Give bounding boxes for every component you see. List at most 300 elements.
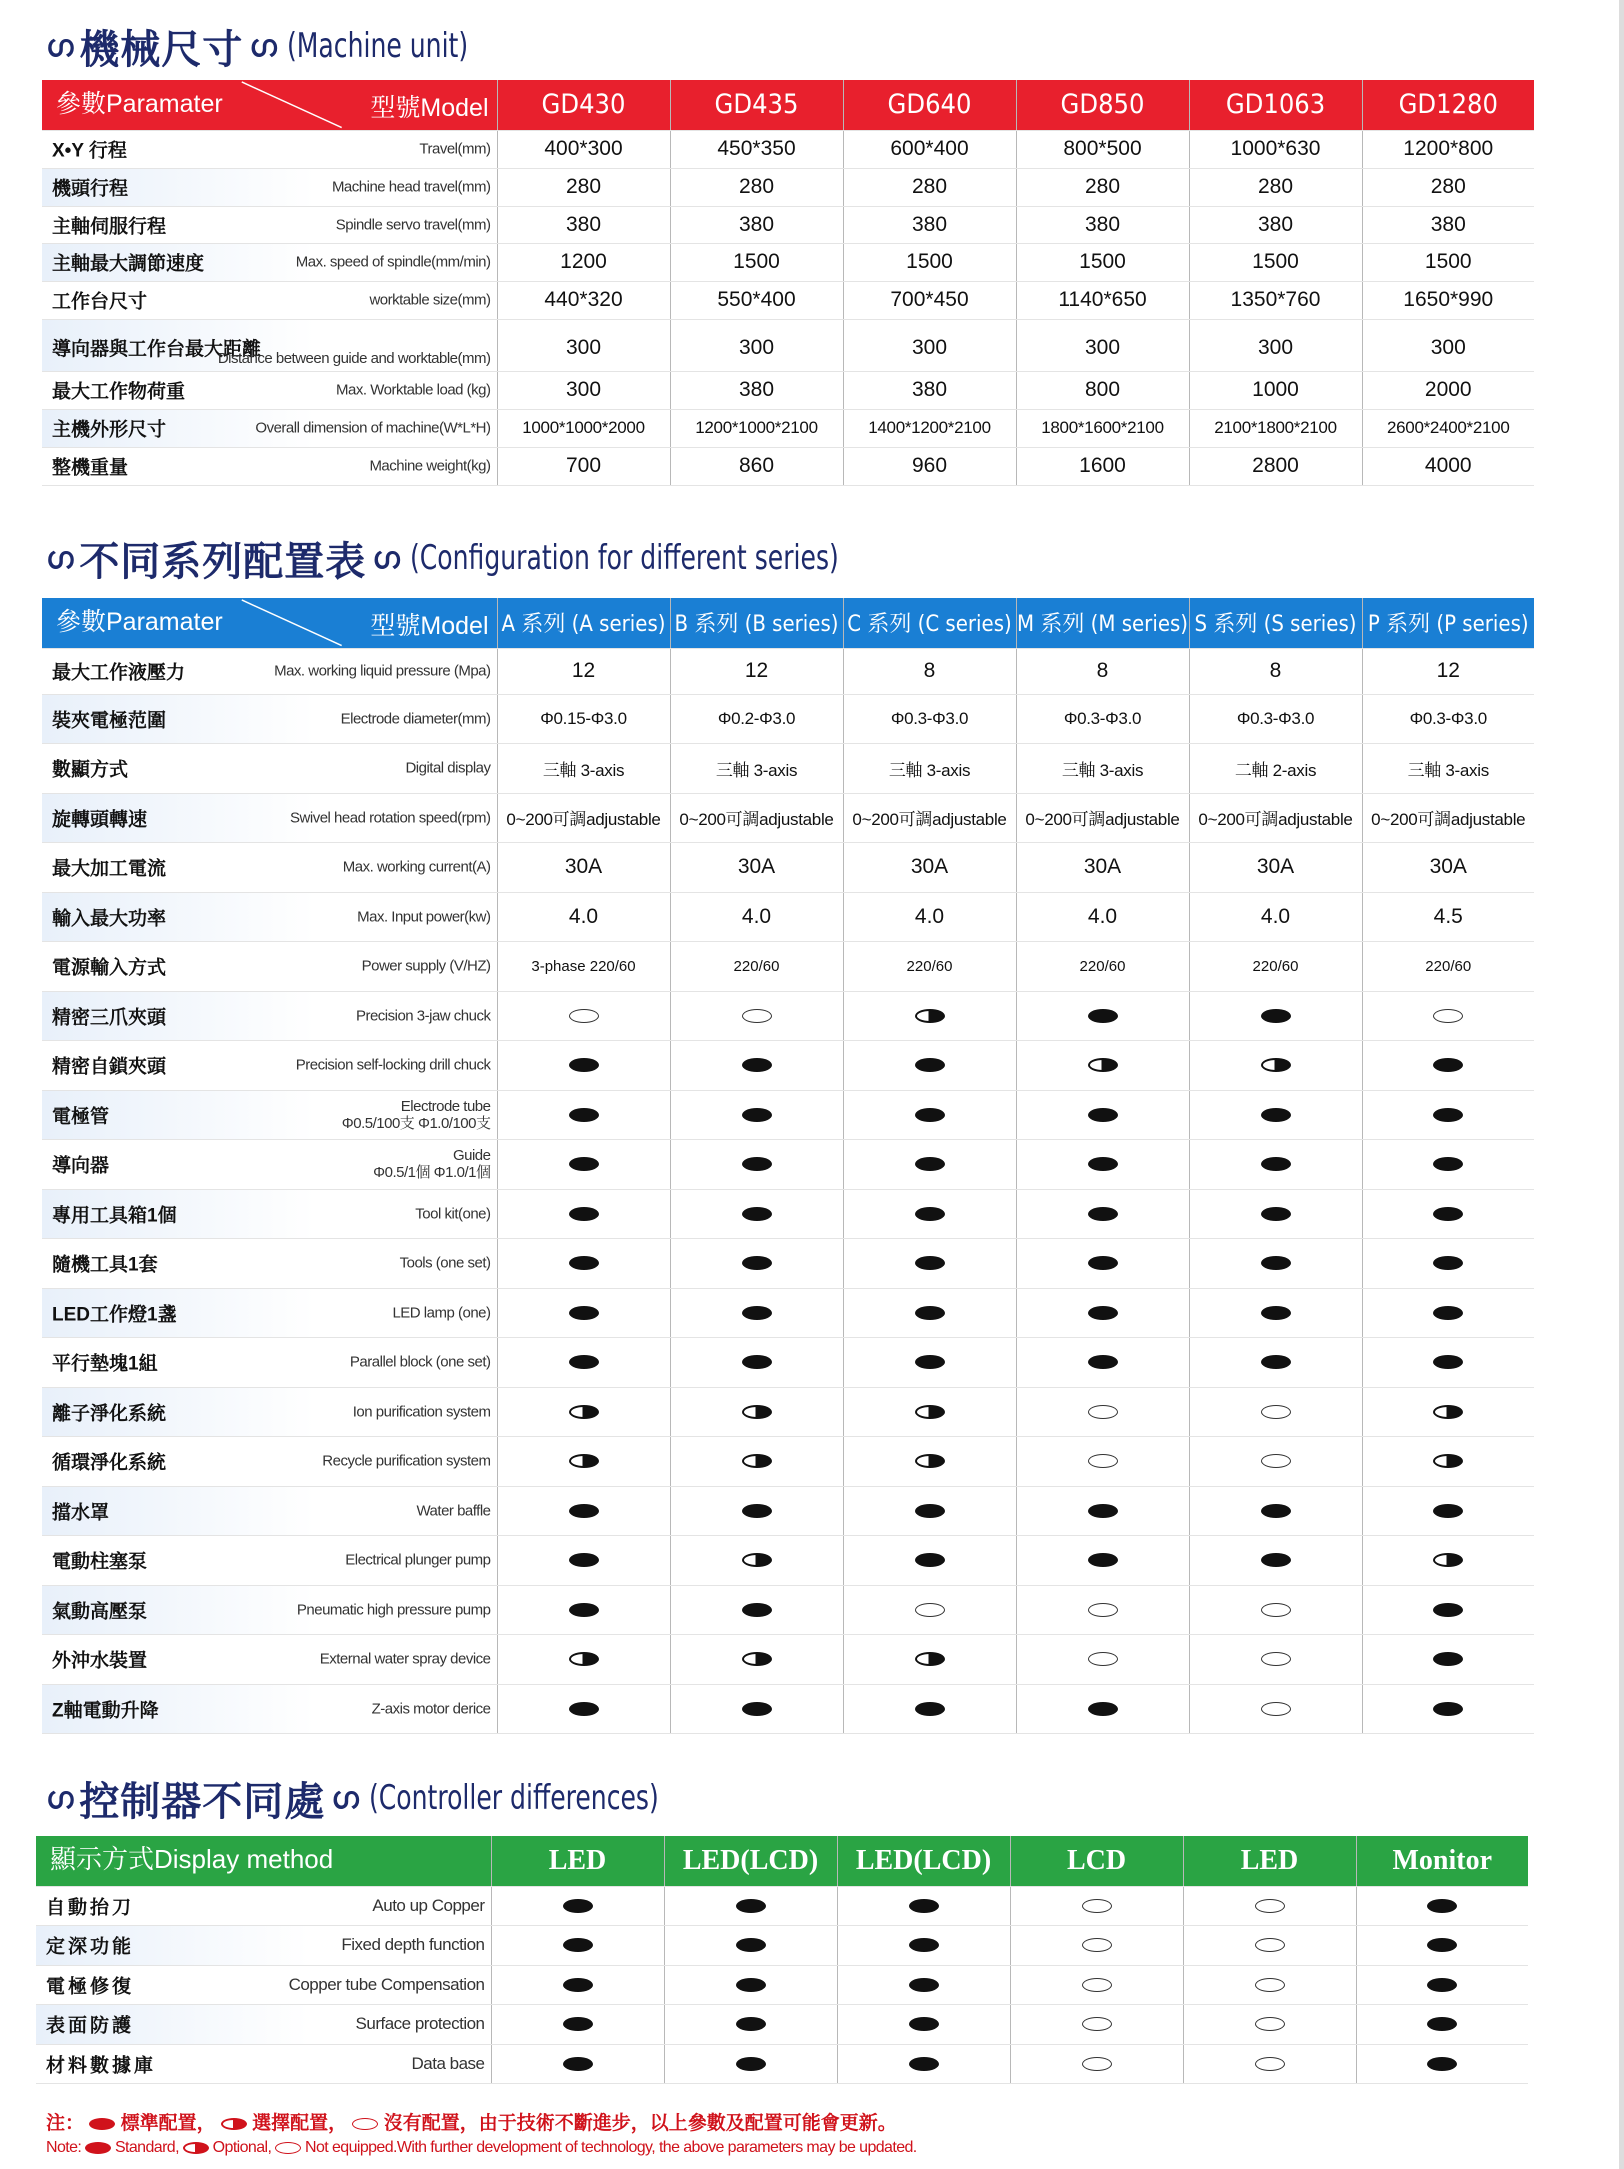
standard-dot-icon [1088,1207,1118,1221]
config-cell [497,1288,670,1338]
standard-dot-icon [915,1702,945,1716]
standard-dot-icon [563,1938,593,1952]
config-cell [1362,1387,1534,1437]
row-label-en [332,179,491,196]
value-cell: 860 [670,447,843,485]
config-cell [1356,2044,1528,2084]
config-cell [1362,1041,1534,1091]
standard-dot-icon [1088,1157,1118,1171]
row-label-en-text: Distance between guide and worktable(mm) [217,349,491,367]
header-param-model [42,598,497,648]
row-label [36,2044,491,2084]
config-cell [1189,1486,1362,1536]
section-title-zh: 不同系列配置表 [79,538,367,585]
row-label-en [322,1453,490,1470]
value-cell: Φ0.3-Φ3.0 [843,694,1016,744]
row-label-en-text: worktable size(mm) [369,291,491,309]
row-label-en-text: Max. working liquid pressure (Mpa) [274,662,491,680]
table-row [42,991,1534,1041]
row-label-en-text: Max. working current(A) [342,858,491,876]
section-title-en: (Machine unit) [286,26,468,66]
value-cell: 380 [843,371,1016,409]
row-label [42,371,497,409]
standard-dot-icon [569,1157,599,1171]
config-cell [670,1437,843,1487]
value-cell: 1400*1200*2100 [843,409,1016,447]
standard-dot-icon [742,1504,772,1518]
not-equipped-dot-icon [1088,1405,1118,1419]
config-cell [837,1926,1010,1966]
configuration-table [42,598,1534,1734]
row-label [42,942,497,992]
config-cell [843,1041,1016,1091]
row-label [42,744,497,794]
value-cell: 三軸 3-axis [670,744,843,794]
table-row [42,1585,1534,1635]
model-header: GD1063 [1189,80,1362,130]
value-cell: 30A [670,843,843,893]
row-label-en [416,1502,490,1519]
config-cell [843,1684,1016,1734]
table-row [42,447,1534,485]
standard-dot-icon [1433,1702,1463,1716]
config-cell [1189,1684,1362,1734]
config-cell [664,1965,837,2005]
row-label-zh: 材料數據庫 [46,2055,157,2077]
row-label-en [357,908,490,925]
value-cell: 0~200可調adjustable [1362,793,1534,843]
value-cell: 550*400 [670,281,843,319]
optional-dot-icon [742,1405,772,1419]
row-label-zh: 氣動高壓泵 [52,1601,148,1623]
value-cell: 1000 [1189,371,1362,409]
row-label-en-text: Digital display [405,759,491,777]
standard-dot-icon [1427,1978,1457,1992]
config-cell [1362,1585,1534,1635]
optional-dot-icon [1433,1553,1463,1567]
row-label-zh: 外沖水裝置 [52,1650,148,1672]
standard-dot-icon [1433,1504,1463,1518]
model-header: GD850 [1016,80,1189,130]
standard-dot-icon [909,1899,939,1913]
config-cell [491,1965,664,2005]
swirl-icon: ഗ [372,540,400,576]
config-cell [1010,1926,1183,1966]
config-cell [1189,1288,1362,1338]
standard-legend-icon [89,2118,115,2130]
value-cell: 1200 [497,243,670,281]
row-label-en-text: Recycle purification system [322,1452,491,1470]
standard-dot-icon [736,1899,766,1913]
row-label-en [336,382,490,399]
config-cell [1189,1140,1362,1190]
standard-dot-icon [915,1553,945,1567]
value-cell: 280 [1189,168,1362,206]
value-cell: 2800 [1189,447,1362,485]
value-cell: 380 [670,206,843,243]
value-cell: 30A [1016,843,1189,893]
note-prefix-en: Note: [46,2139,82,2156]
diagonal-line [242,600,342,646]
value-cell: 280 [843,168,1016,206]
optional-dot-icon [915,1652,945,1666]
config-cell [670,1536,843,1586]
row-label-en [289,1975,485,1995]
table-row [42,243,1534,281]
standard-legend-icon [85,2142,111,2154]
value-cell: 1500 [1189,243,1362,281]
row-label-en [372,1896,484,1916]
table-row [42,1288,1534,1338]
row-label-en [369,292,490,309]
config-cell [670,1635,843,1685]
row-label-zh: 機頭行程 [52,178,129,200]
value-cell: 1500 [1362,243,1534,281]
row-label [42,447,497,485]
standard-dot-icon [742,1306,772,1320]
value-cell: 0~200可調adjustable [497,793,670,843]
config-cell [670,991,843,1041]
config-cell [1016,1635,1189,1685]
config-cell [1189,1189,1362,1239]
display-header: LED(LCD) [664,1836,837,1886]
standard-dot-icon [1433,1207,1463,1221]
row-label-zh: 電極管 [52,1106,110,1128]
value-cell: 3-phase 220/60 [497,942,670,992]
row-label-en-text: Water baffle [416,1502,491,1520]
table-row [42,1684,1534,1734]
config-cell [497,1387,670,1437]
config-cell [1362,1288,1534,1338]
config-cell [670,1189,843,1239]
config-cell [1183,1926,1356,1966]
config-cell [497,1090,670,1140]
value-cell: 380 [497,206,670,243]
config-cell [497,991,670,1041]
value-cell: 220/60 [670,942,843,992]
config-cell [670,1387,843,1437]
config-cell [497,1486,670,1536]
config-cell [843,1288,1016,1338]
standard-dot-icon [915,1058,945,1072]
row-label-en [362,958,491,975]
config-cell [1362,1140,1534,1190]
row-label-en [320,1651,491,1668]
value-cell: 1200*800 [1362,130,1534,168]
row-label-zh: 表面防護 [46,2015,135,2037]
standard-dot-icon [1261,1009,1291,1023]
table-row [42,942,1534,992]
standard-dot-icon [909,2057,939,2071]
row-label-en [296,1057,491,1074]
row-label [42,991,497,1041]
config-cell [491,1926,664,1966]
row-label [42,1684,497,1734]
value-cell: 30A [843,843,1016,893]
config-cell [1010,2005,1183,2045]
standard-dot-icon [742,1603,772,1617]
not-equipped-dot-icon [1261,1405,1291,1419]
row-label [42,319,497,371]
row-label-zh: Z軸電動升降 [52,1700,159,1722]
row-label-zh: 自動抬刀 [46,1897,135,1919]
value-cell: 700*450 [843,281,1016,319]
table-row [36,1886,1528,1926]
value-cell: 1000*1000*2000 [497,409,670,447]
config-cell [843,1536,1016,1586]
model-header: GD640 [843,80,1016,130]
config-cell [843,1338,1016,1388]
row-label-zh: 導向器 [52,1155,110,1177]
standard-dot-icon [1433,1058,1463,1072]
row-label-en-text: Power supply (V/HZ) [361,957,491,975]
value-cell: 300 [1189,319,1362,371]
config-cell [843,1189,1016,1239]
row-label [36,1886,491,1926]
config-cell [843,1239,1016,1289]
value-cell: 700 [497,447,670,485]
value-cell: 960 [843,447,1016,485]
not-equipped-dot-icon [1082,2017,1112,2031]
optional-dot-icon [569,1454,599,1468]
row-label-en-text: Fixed depth function [341,1935,485,1955]
value-cell: 三軸 3-axis [843,744,1016,794]
row-label-zh: 主軸最大調節速度 [52,253,205,275]
header-param-model [36,1836,491,1886]
table-row [36,1965,1528,2005]
config-cell [497,1338,670,1388]
row-label-en-text: Precision 3-jaw chuck [355,1007,491,1025]
value-cell: 300 [670,319,843,371]
row-label-en [412,2054,485,2074]
not-equipped-dot-icon [1261,1652,1291,1666]
row-label-zh: 定深功能 [46,1936,135,1958]
config-cell [1189,1387,1362,1437]
value-cell: 4.0 [670,892,843,942]
not-equipped-dot-icon [1255,1978,1285,1992]
header-model-label: 型號Model [370,612,489,640]
value-cell: 1600 [1016,447,1189,485]
standard-dot-icon [915,1306,945,1320]
swirl-icon: ഗ [46,28,74,64]
row-label-en-text: LED lamp (one) [392,1304,491,1322]
page-edge [1619,0,1624,2169]
value-cell: 12 [1362,648,1534,694]
swirl-icon: ഗ [331,1780,359,1816]
optional-legend-icon [183,2142,209,2154]
value-cell: 0~200可調adjustable [1016,793,1189,843]
value-cell: 2600*2400*2100 [1362,409,1534,447]
not-equipped-dot-icon [1082,1978,1112,1992]
controller-table [36,1836,1528,2084]
optional-dot-icon [1433,1405,1463,1419]
row-label-en-text: Pneumatic high pressure pump [296,1601,491,1619]
not-equipped-dot-icon [1261,1454,1291,1468]
value-cell: 0~200可調adjustable [843,793,1016,843]
value-cell: 440*320 [497,281,670,319]
standard-dot-icon [742,1207,772,1221]
table-row [42,319,1534,371]
header-param-model [42,80,497,130]
standard-dot-icon [909,2017,939,2031]
table-row [42,1486,1534,1536]
row-label-en [290,809,490,826]
config-cell [1356,2005,1528,2045]
config-cell [1016,1140,1189,1190]
row-label [42,1140,497,1190]
value-cell: 12 [497,648,670,694]
value-cell: 300 [843,319,1016,371]
value-cell: 0~200可調adjustable [1189,793,1362,843]
config-cell [1016,1536,1189,1586]
table-row [36,2005,1528,2045]
machine-unit-table [42,80,1534,486]
row-label-en [350,1354,491,1371]
config-cell [837,1965,1010,2005]
row-label-en [218,350,491,367]
display-header: LED(LCD) [837,1836,1010,1886]
value-cell: 380 [1189,206,1362,243]
config-cell [1016,1189,1189,1239]
config-cell [1016,1338,1189,1388]
series-header: S 系列 (S series) [1189,598,1362,648]
row-label-zh: 整機重量 [52,457,129,479]
config-cell [497,1437,670,1487]
config-cell [843,1387,1016,1437]
standard-dot-icon [569,1702,599,1716]
row-label-en [342,1098,491,1132]
table-row [42,648,1534,694]
value-cell: 4.0 [843,892,1016,942]
row-label-zh: 電動柱塞泵 [52,1551,148,1573]
value-cell: 380 [1016,206,1189,243]
row-label [42,793,497,843]
standard-dot-icon [1261,1256,1291,1270]
config-cell [1362,1486,1534,1536]
not-equipped-dot-icon [915,1603,945,1617]
row-label-en [373,1147,490,1181]
value-cell: 0~200可調adjustable [670,793,843,843]
standard-dot-icon [1261,1355,1291,1369]
not-equipped-dot-icon [1088,1652,1118,1666]
standard-dot-icon [1433,1157,1463,1171]
series-header: P 系列 (P series) [1362,598,1534,648]
row-label-zh: 電極修復 [46,1976,135,1998]
value-cell: 8 [843,648,1016,694]
value-cell: 4000 [1362,447,1534,485]
display-header: LED [1183,1836,1356,1886]
standard-dot-icon [909,1938,939,1952]
config-cell [497,1140,670,1190]
config-cell [1016,1437,1189,1487]
value-cell: 12 [670,648,843,694]
row-label-en-sub: Φ0.5/1個 Φ1.0/1個 [373,1164,491,1182]
note-none-zh: 沒有配置，由于技術不斷進步，以上參數及配置可能會更新。 [383,2113,897,2134]
value-cell: 380 [843,206,1016,243]
display-header: LED [491,1836,664,1886]
config-cell [1016,1585,1189,1635]
config-cell [491,2005,664,2045]
series-header: M 系列 (M series) [1016,598,1189,648]
value-cell: 300 [1362,319,1534,371]
table-row [42,1090,1534,1140]
standard-dot-icon [1261,1207,1291,1221]
row-label [42,1041,497,1091]
row-label-zh: 最大工作物荷重 [52,381,186,403]
row-label [36,2005,491,2045]
config-cell [1016,1090,1189,1140]
row-label-zh: 旋轉頭轉速 [52,809,148,831]
config-cell [1189,1437,1362,1487]
row-label-zh: 隨機工具1套 [52,1254,158,1276]
config-cell [497,1684,670,1734]
row-label-en-text: Overall dimension of machine(W*L*H) [255,419,491,437]
model-header: GD430 [497,80,670,130]
row-label-en-text: Travel(mm) [419,140,491,158]
value-cell: Φ0.3-Φ3.0 [1362,694,1534,744]
standard-dot-icon [1261,1504,1291,1518]
config-cell [837,2044,1010,2084]
config-cell [497,1585,670,1635]
value-cell: 1500 [1016,243,1189,281]
value-cell: 280 [497,168,670,206]
value-cell: 280 [1362,168,1534,206]
row-label-en-text: Electrode diameter(mm) [340,710,491,728]
value-cell: 4.0 [1016,892,1189,942]
standard-dot-icon [1088,1108,1118,1122]
config-cell [1016,991,1189,1041]
standard-dot-icon [1088,1504,1118,1518]
config-cell [1362,1338,1534,1388]
config-cell [670,1684,843,1734]
standard-dot-icon [1088,1702,1118,1716]
value-cell: Φ0.15-Φ3.0 [497,694,670,744]
standard-dot-icon [1261,1553,1291,1567]
row-label [42,281,497,319]
row-label-en [255,420,490,437]
not-equipped-dot-icon [1255,1938,1285,1952]
header-param-label: 顯示方式Display method [50,1843,334,1874]
row-label-en-text: Parallel block (one set) [349,1353,491,1371]
config-cell [1016,1387,1189,1437]
standard-dot-icon [1088,1009,1118,1023]
config-cell [1183,1886,1356,1926]
value-cell: 450*350 [670,130,843,168]
optional-dot-icon [915,1405,945,1419]
row-label-en [341,1935,484,1955]
row-label-zh: 精密三爪夾頭 [52,1007,167,1029]
display-header: LCD [1010,1836,1183,1886]
section-title-zh: 控制器不同處 [79,1778,326,1825]
value-cell: 220/60 [1189,942,1362,992]
config-cell [1016,1041,1189,1091]
optional-legend-icon [221,2118,247,2130]
row-label-en [274,663,490,680]
config-cell [843,1140,1016,1190]
not-equipped-dot-icon [1082,2057,1112,2071]
optional-dot-icon [569,1405,599,1419]
row-label-zh: 離子淨化系統 [52,1403,167,1425]
table-row [42,281,1534,319]
value-cell: 2000 [1362,371,1534,409]
value-cell: 2100*1800*2100 [1189,409,1362,447]
config-cell [1189,1338,1362,1388]
standard-dot-icon [569,1108,599,1122]
standard-dot-icon [742,1157,772,1171]
config-cell [843,1486,1016,1536]
row-label-en-text: Machine head travel(mm) [331,178,491,196]
table-row [36,1926,1528,1966]
